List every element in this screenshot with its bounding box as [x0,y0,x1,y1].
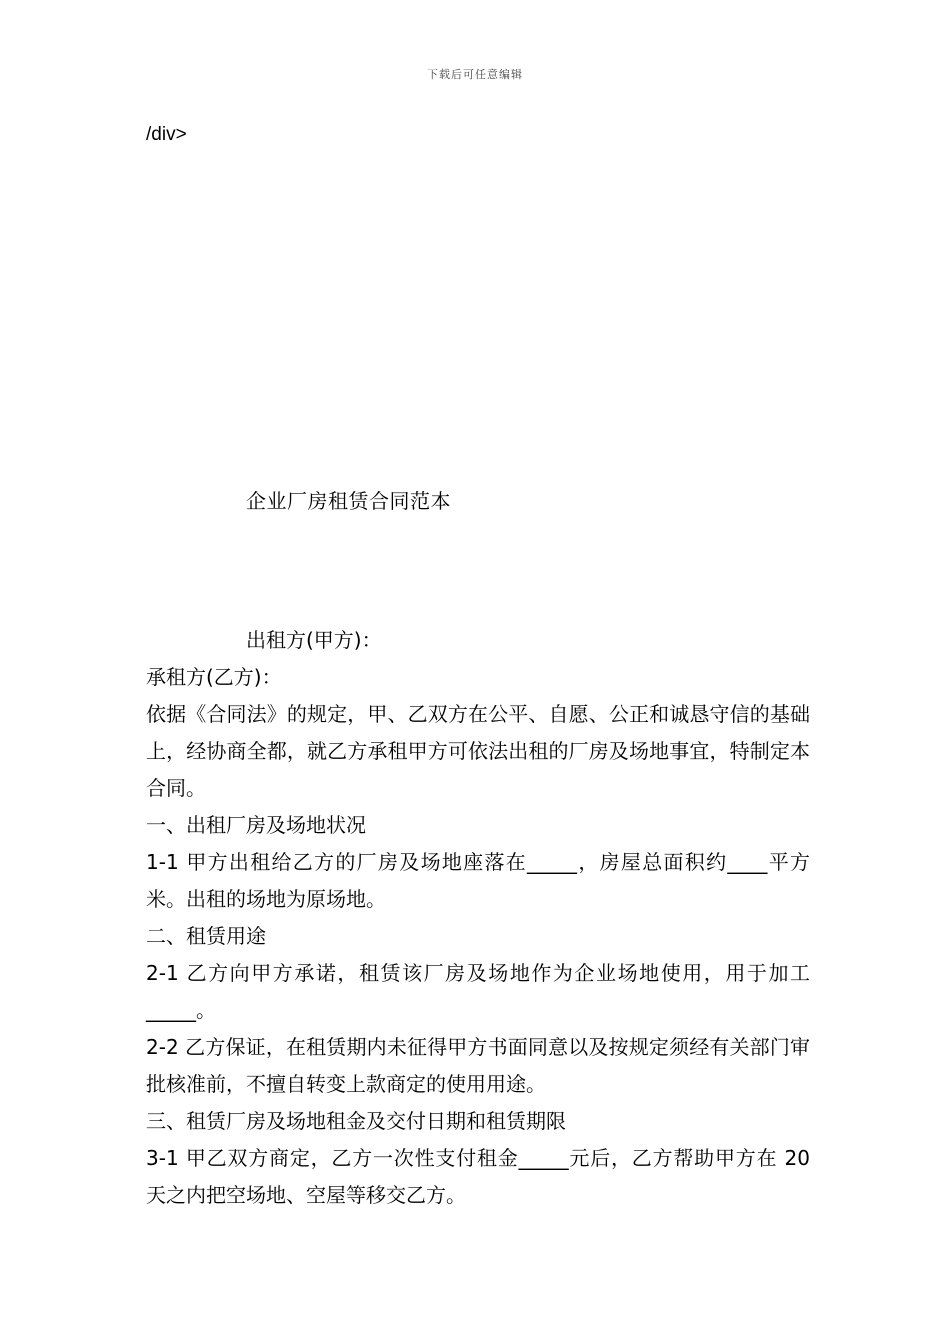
section-heading-3: 三、租赁厂房及场地租金及交付日期和租赁期限 [146,1109,566,1133]
header-note: 下载后可任意编辑 [427,68,523,81]
clause-2-1: 2-1 乙方向甲方承诺，租赁该厂房及场地作为企业场地使用，用于加工_____。 [146,961,810,1022]
document-title: 企业厂房租赁合同范本 [246,489,451,513]
section-heading-2: 二、租赁用途 [146,924,266,948]
clause-3-1: 3-1 甲乙双方商定，乙方一次性支付租金_____元后，乙方帮助甲方在 20 天之内把空场地、空屋等移交乙方。 [146,1146,810,1207]
lessee-line: 承租方(乙方)： [146,665,282,689]
stray-html-tag-text: /div> [146,124,187,145]
clause-1-1: 1-1 甲方出租给乙方的厂房及场地座落在_____，房屋总面积约____平方米。出租的场地为原场地。 [146,850,810,911]
contract-body [146,622,810,1214]
section-heading-1: 一、出租厂房及场地状况 [146,813,366,837]
lessor-line: 出租方(甲方)： [246,628,382,652]
preamble-paragraph: 依据《合同法》的规定，甲、乙双方在公平、自愿、公正和诚恳守信的基础上，经协商全都，就乙方承租甲方可依法出租的厂房及场地事宜，特制定本合同。 [146,702,810,800]
clause-2-2: 2-2 乙方保证，在租赁期内未征得甲方书面同意以及按规定须经有关部门审批核准前，不擅自转变上款商定的使用用途。 [146,1035,810,1096]
